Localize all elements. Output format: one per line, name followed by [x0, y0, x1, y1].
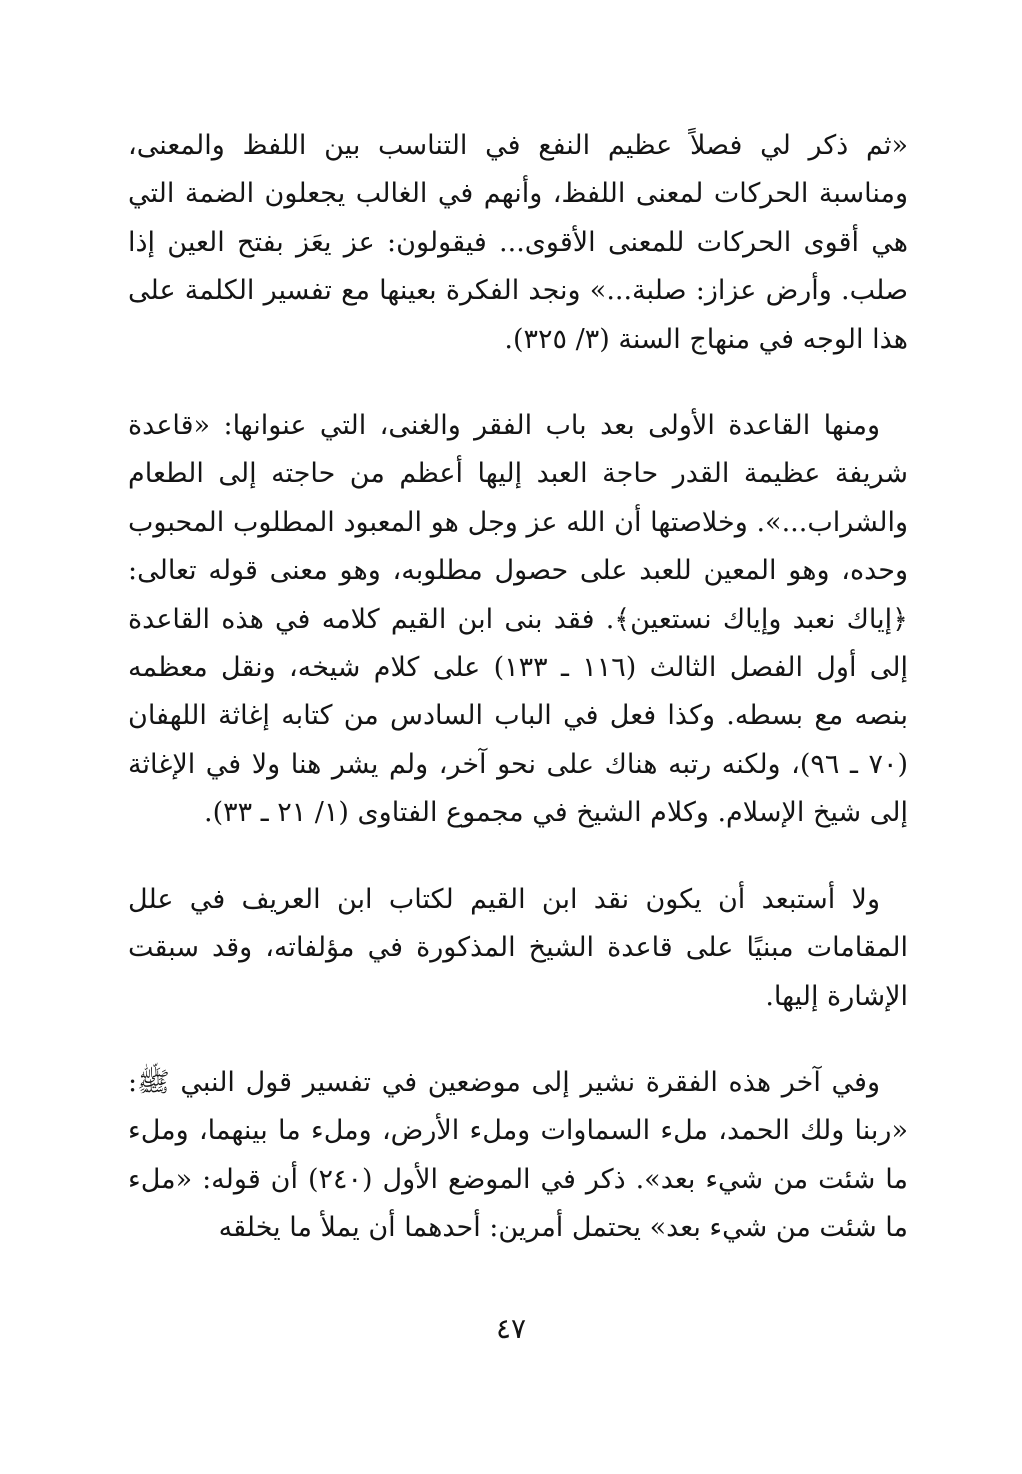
page-number: ٤٧	[495, 1312, 527, 1345]
paragraph-3: ولا أستبعد أن يكون نقد ابن القيم لكتاب ابن العريف في علل المقامات مبنيًا على قاعدة الشيخ المذكورة في مؤلفاته، وقد سبقت الإشارة إليها.	[128, 883, 908, 1012]
paragraph-1: «ثم ذكر لي فصلاً عظيم النفع في التناسب بين اللفظ والمعنى، ومناسبة الحركات لمعنى اللفظ، وأنهم في الغالب يجعلون الضمة التي هي أقوى الحركات للمعنى الأقوى... فيقولون: عز يعَز بفتح العين إذا صلب. وأرض عزاز: صلبة...» ونجد الفكرة بعينها مع تفسير الكلمة على هذا الوجه في منهاج السنة (٣/ ٣٢٥).	[128, 130, 908, 355]
body-text	[128, 122, 908, 1253]
paragraph-gap	[128, 1021, 908, 1059]
paragraph-2: ومنها القاعدة الأولى بعد باب الفقر والغنى، التي عنوانها: «قاعدة شريفة عظيمة القدر حاجة العبد إليها أعظم من حاجته إلى الطعام والشراب...». وخلاصتها أن الله عز وجل هو المعبود المطلوب المحبوب وحده، وهو المعين للعبد على حصول مطلوبه، وهو معنى قوله تعالى: ﴿إياك نعبد وإياك نستعين﴾. فقد بنى ابن القيم كلامه في هذه القاعدة إلى أول الفصل الثالث (١١٦ ـ ١٣٣) على كلام شيخه، ونقل معظمه بنصه مع بسطه. وكذا فعل في الباب السادس من كتابه إغاثة اللهفان (٧٠ ـ ٩٦)، ولكنه رتبه هناك على نحو آخر، ولم يشر هنا ولا في الإغاثة إلى شيخ الإسلام. وكلام الشيخ في مجموع الفتاوى (١/ ٢١ ـ ٣٣).	[128, 410, 909, 829]
paragraph-4: وفي آخر هذه الفقرة نشير إلى موضعين في تفسير قول النبي ﷺ: «ربنا ولك الحمد، ملء السماوات وملء الأرض، وملء ما بينهما، وملء ما شئت من شيء بعد». ذكر في الموضع الأول (٢٤٠) أن قوله: «ملء ما شئت من شيء بعد» يحتمل أمرين: أحدهما أن يملأ ما يخلقه	[128, 1066, 908, 1244]
paragraph-gap	[128, 364, 908, 402]
paragraph-gap	[128, 838, 908, 876]
